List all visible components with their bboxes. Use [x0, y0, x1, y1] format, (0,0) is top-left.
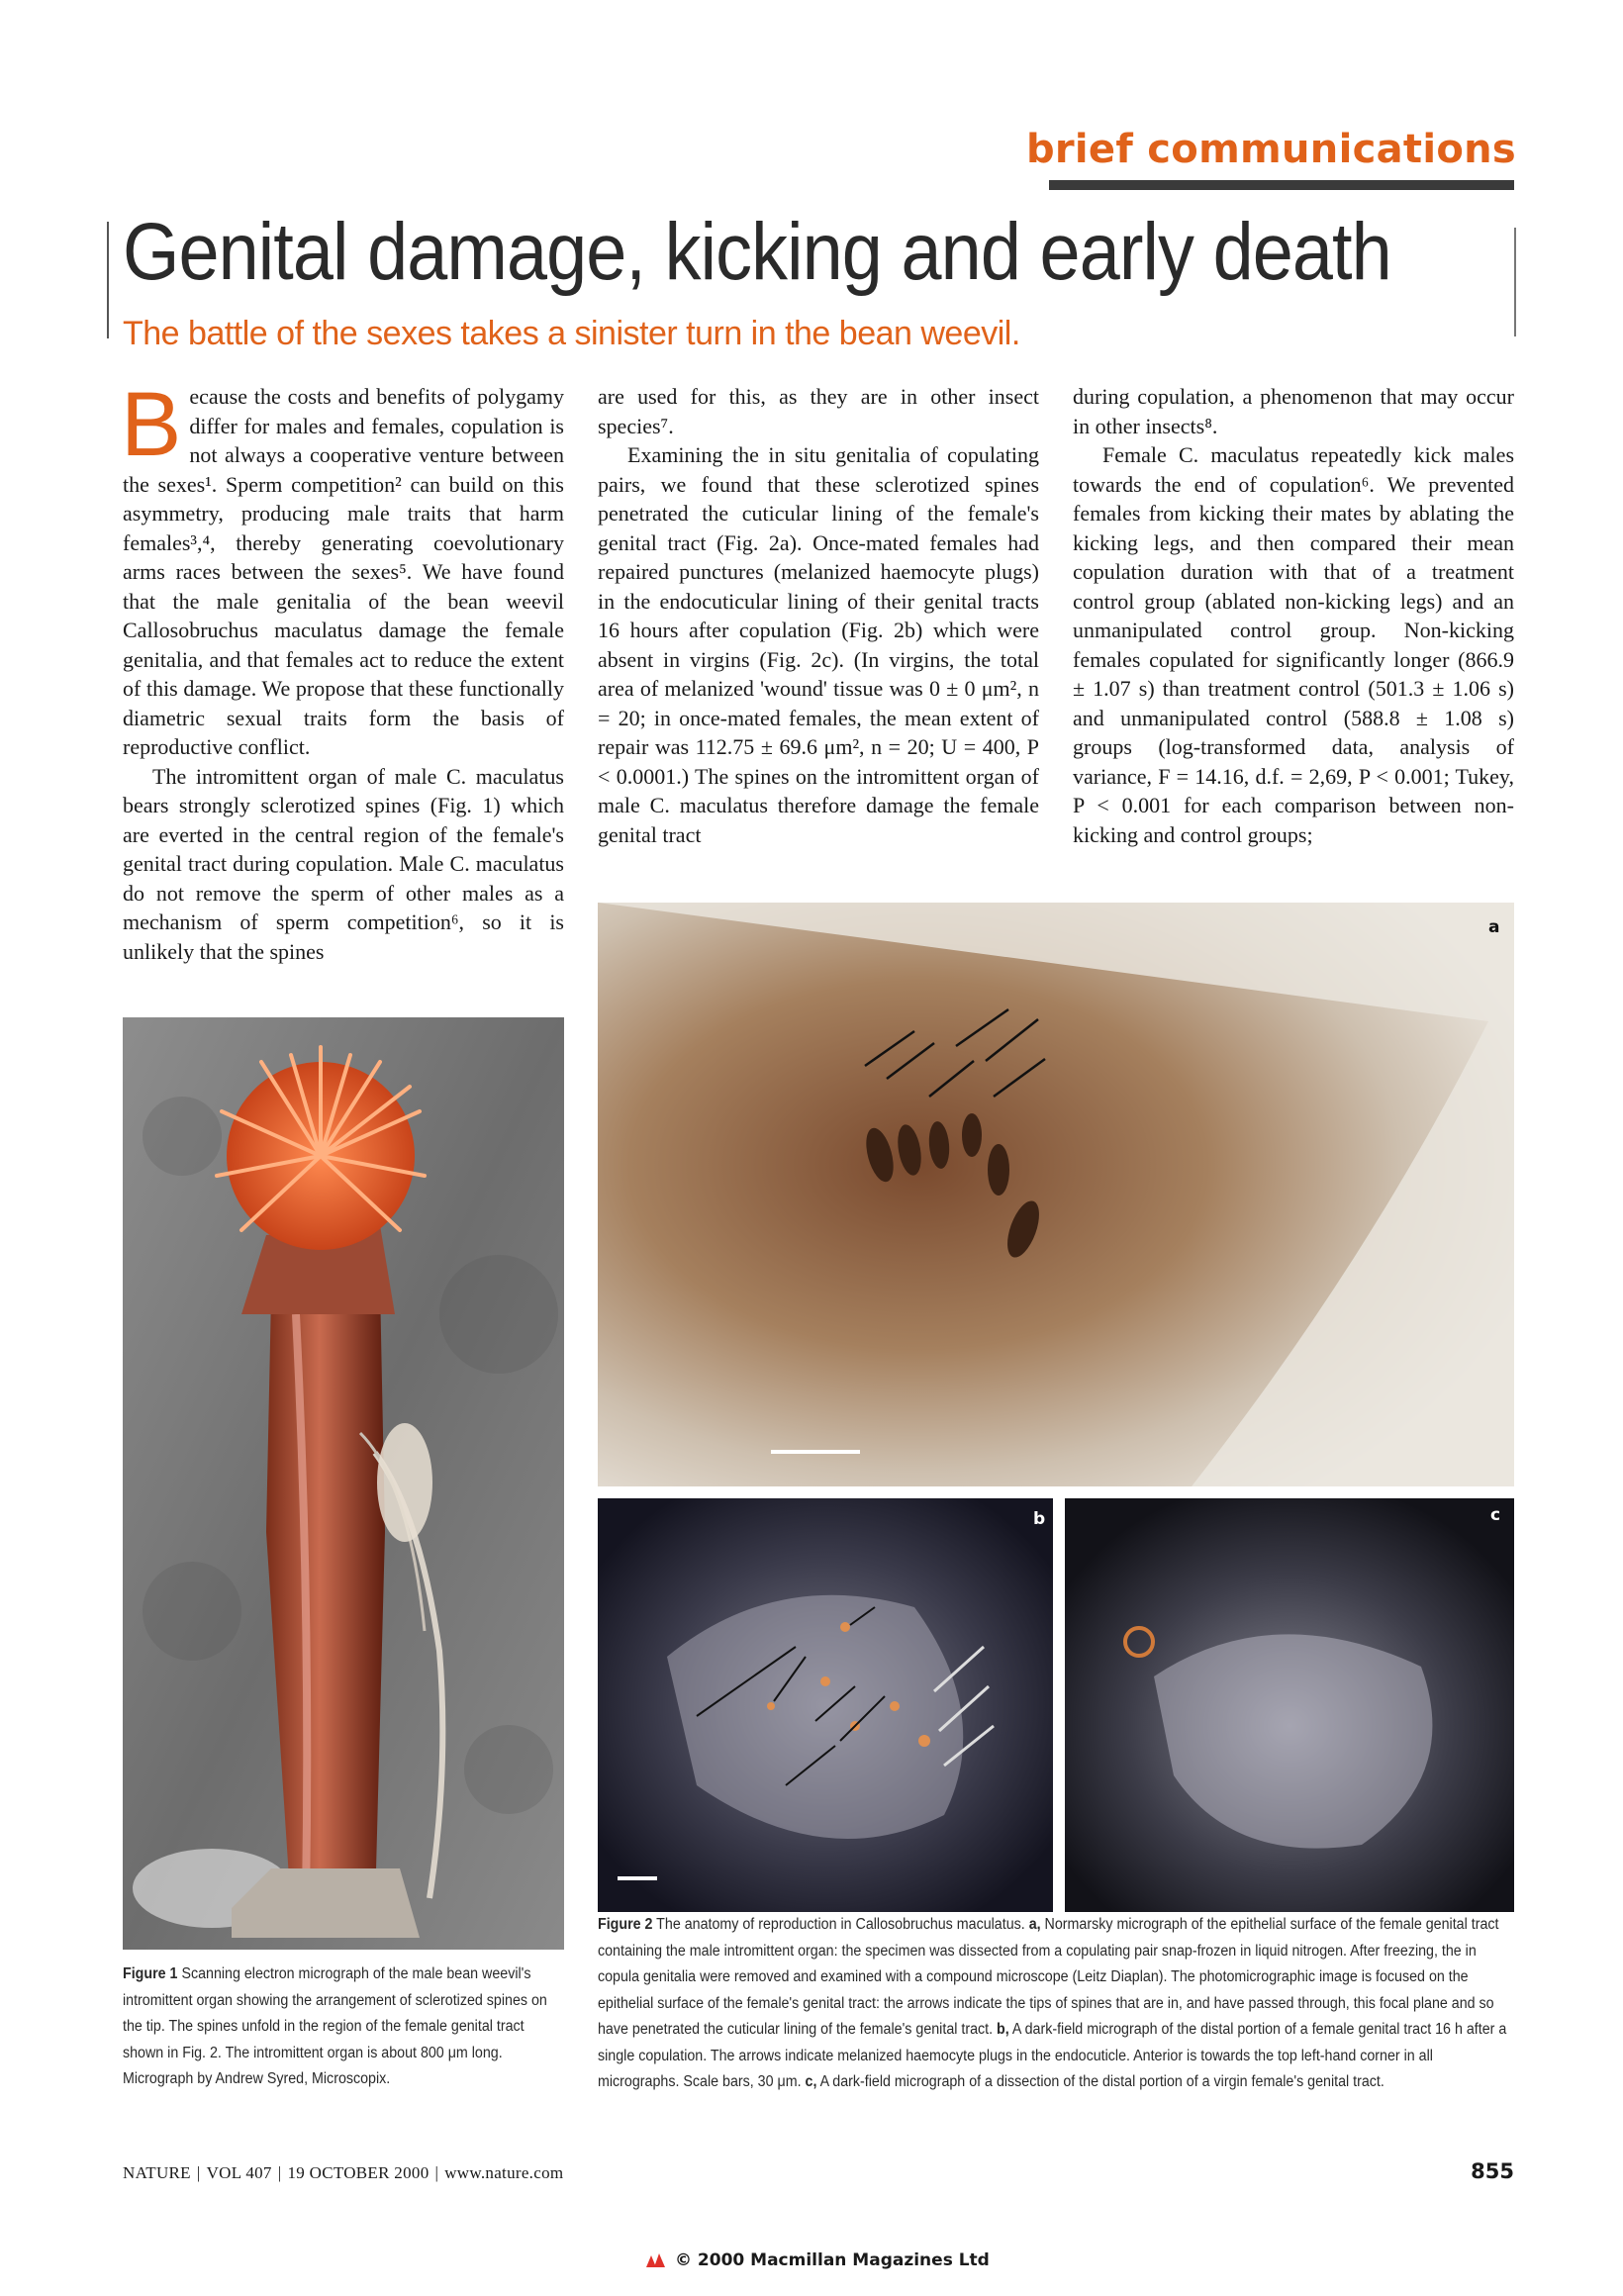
macmillan-logo-icon — [645, 2252, 667, 2268]
journal-url[interactable]: www.nature.com — [444, 2163, 564, 2182]
section-label: brief communications — [1025, 127, 1516, 172]
copyright-notice — [645, 2250, 990, 2270]
title-right-rule — [1514, 228, 1516, 336]
darkfield-micrograph-virgin — [1065, 1498, 1514, 1912]
figure-2b-micrograph — [598, 1498, 1053, 1912]
paragraph: The intromittent organ of male C. maculatus bears strongly sclerotized spines (Fig. 1) which are everted in the central region of the female's genital tract during copulation. Male C. maculatus do not remove the sperm of other males as a mechanism of sperm competition⁶, so it is unlikely that the spines — [123, 763, 564, 964]
caption-sub-label: b, — [997, 2021, 1009, 2038]
text-column-2 — [598, 382, 1039, 849]
caption-sub-label: a, — [1028, 1916, 1041, 1933]
caption-text: A dark-field micrograph of the distal portion of a female genital tract 16 h after a single copulation. The arrows indicate melanized haemocyte plugs in the endocuticle. Anterior is towards the top left-hand corner in all micrographs. Scale bars, 30 μm. — [598, 2021, 1507, 2090]
journal-date: 19 OCTOBER 2000 — [287, 2163, 430, 2182]
paragraph: are used for this, as they are in other insect species⁷. — [598, 384, 1039, 438]
nomarski-micrograph — [598, 903, 1514, 1486]
text-column-3 — [1073, 382, 1514, 849]
caption-label: Figure 2 — [598, 1916, 653, 1933]
weevil-organ-illustration — [123, 1017, 564, 1950]
panel-label-a: a — [1488, 917, 1500, 937]
caption-sub-label: c, — [805, 2073, 817, 2090]
figure-1-caption — [123, 1961, 565, 2093]
caption-text: Normarsky micrograph of the epithelial surface of the female genital tract containing the male intromittent organ: the specimen was dissected from a copulating pair snap-frozen in liquid nitrogen. After freezing, the in copula genitalia were removed and examined with a compound microscope (Leitz Diaplan). The photomicrographic image is focused on the epithelial surface of the female's genital tract: the arrows indicate the tips of spines that are in, and have passed through, this focal plane and so have penetrated the cuticular lining of the female's genital tract. — [598, 1916, 1499, 2038]
figure-2a-micrograph — [598, 903, 1514, 1486]
text-column-1 — [121, 374, 564, 966]
paragraph: Examining the in situ genitalia of copulating pairs, we found that these sclerotized spines penetrated the cuticular lining of the female's genital tract (Fig. 2a). Once-mated females had repaired punctures (melanized haemocyte plugs) in the endocuticular lining of their genital tracts 16 hours after copulation (Fig. 2b) which were absent in virgins (Fig. 2c). (In virgins, the total area of melanized 'wound' tissue was 0 ± 0 μm², n = 20; in once-mated females, the mean extent of repair was 112.75 ± 69.6 μm², n = 20; U = 400, P < 0.0001.) The spines on the intromittent organ of male C. maculatus therefore damage the female genital tract — [598, 442, 1039, 847]
article-title: Genital damage, kicking and early death — [123, 207, 1391, 297]
copyright-text: © 2000 Macmillan Magazines Ltd — [675, 2250, 990, 2270]
drop-cap: B — [121, 374, 182, 475]
paragraph: Female C. maculatus repeatedly kick males towards the end of copulation⁶. We prevented females from kicking their mates by ablating the kicking legs, and then compared their mean copulation duration with that of a treatment control group (ablated non-kicking legs) and an unmanipulated control group. Non-kicking females copulated for significantly longer (866.9 ± 1.07 s) than treatment control (501.3 ± 1.06 s) and unmanipulated control (588.8 ± 1.08 s) groups (log-transformed data, analysis of variance, F = 14.16, d.f. = 2,69, P < 0.001; Tukey, P < 0.001 for each comparison between non-kicking and control groups; — [1073, 442, 1514, 847]
title-left-rule — [107, 222, 109, 338]
journal-footer: NATURE | VOL 407 | 19 OCTOBER 2000 | www.nature.com — [123, 2163, 564, 2182]
paragraph-text: ecause the costs and benefits of polygamy differ for males and females, copulation is not always a cooperative venture between the sexes¹. Sperm competition² can build on this asymmetry, producing male traits that harm females³,⁴, thereby generating coevolutionary arms races between the sexes⁵. We have found that the male genitalia of the bean weevil Callosobruchus maculatus damage the female genitalia, and that females act to reduce the extent of this damage. We propose that these functionally diametric sexual traits form the basis of reproductive conflict. — [123, 384, 564, 759]
caption-text: The anatomy of reproduction in Callosobruchus maculatus. — [656, 1916, 1025, 1933]
caption-text: Scanning electron micrograph of the male bean weevil's intromittent organ showing the arrangement of sclerotized spines on the tip. The spines unfold in the region of the female genital tract shown in Fig. 2. The intromittent organ is about 800 μm long. Micrograph by Andrew Syred, Microscopix. — [123, 1965, 547, 2087]
paragraph: during copulation, a phenomenon that may occur in other insects⁸. — [1073, 384, 1514, 438]
journal-name: NATURE — [123, 2163, 191, 2182]
figure-1-micrograph — [123, 1017, 564, 1950]
journal-volume: VOL 407 — [206, 2163, 272, 2182]
panel-label-c: c — [1490, 1505, 1501, 1525]
figure-2-caption — [598, 1912, 1514, 2096]
caption-label: Figure 1 — [123, 1965, 178, 1982]
figure-2c-micrograph — [1065, 1498, 1514, 1912]
darkfield-micrograph-mated — [598, 1498, 1053, 1912]
paragraph — [121, 374, 564, 762]
page-number: 855 — [1471, 2159, 1514, 2183]
panel-label-b: b — [1033, 1509, 1046, 1529]
article-subtitle: The battle of the sexes takes a sinister turn in the bean weevil. — [123, 315, 1020, 352]
caption-text: A dark-field micrograph of a dissection of the distal portion of a virgin female's genital tract. — [819, 2073, 1384, 2090]
section-rule — [1049, 180, 1514, 190]
